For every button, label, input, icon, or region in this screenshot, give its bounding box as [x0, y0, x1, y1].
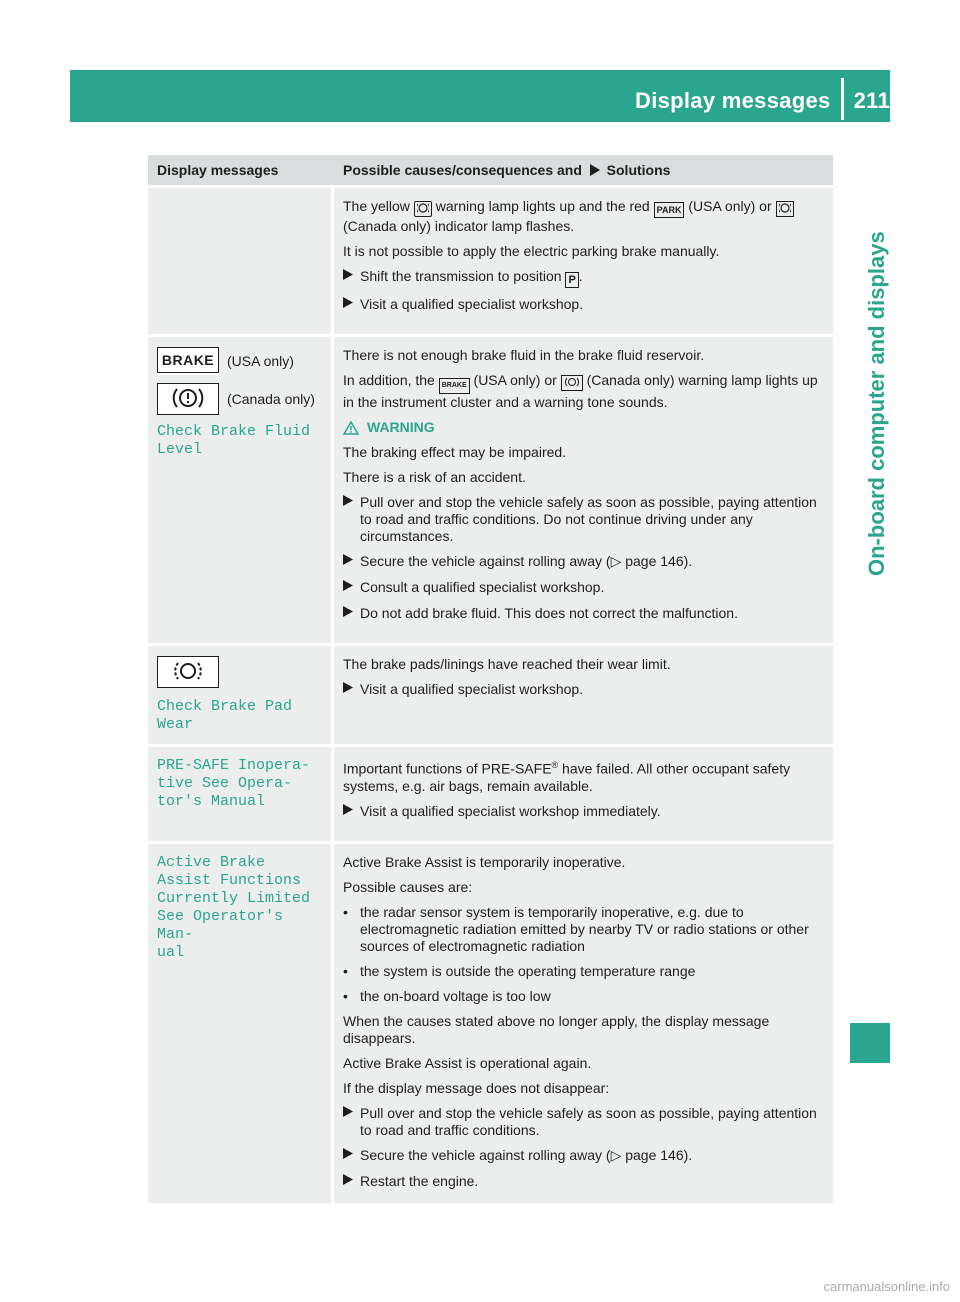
display-message-text: Active Brake Assist Functions Currently Limited See Operator's Man‐ ual	[157, 853, 311, 961]
step-item: Visit a qualified specialist workshop immediately.	[343, 803, 824, 821]
parking-brake-icon	[414, 201, 432, 217]
paragraph: Active Brake Assist is temporarily inoperative.	[343, 853, 626, 870]
brake-fluid-warning-icon	[561, 375, 583, 391]
triangle-right-icon	[343, 1147, 360, 1165]
table-header	[148, 155, 833, 185]
bullet-icon: •	[343, 903, 348, 920]
brake-fluid-warning-icon	[157, 383, 219, 415]
display-message-text: Check Brake Pad Wear	[157, 698, 293, 733]
header-separator	[841, 78, 844, 120]
triangle-right-icon	[343, 494, 360, 545]
parking-brake-icon	[776, 201, 794, 217]
step-item: Restart the engine.	[343, 1173, 824, 1191]
table-row	[148, 643, 833, 744]
causes-cell	[334, 337, 833, 643]
side-tab	[836, 150, 890, 590]
step-item: Visit a qualified specialist workshop.	[343, 681, 824, 699]
paragraph: Important functions of PRE-SAFE® have failed. All other occupant safety systems, e.g. air bags, remain available.	[343, 760, 791, 794]
step-item: Shift the transmission to position P .	[343, 268, 824, 288]
paragraph: The yellow warning lamp lights up and the red PARK (USA only) or (Canada only) indicator lamp flashes.	[343, 198, 824, 235]
list-item: • the system is outside the operating temperature range	[343, 962, 696, 979]
triangle-right-icon	[589, 164, 600, 176]
display-messages-table	[148, 155, 833, 1203]
paragraph: When the causes stated above no longer apply, the display message disappears.	[343, 1012, 770, 1046]
table-row	[148, 841, 833, 1203]
brake-warning-icon: BRAKE	[157, 347, 219, 375]
causes-cell	[334, 188, 833, 334]
step-item: Do not add brake fluid. This does not correct the malfunction.	[343, 605, 824, 623]
table-row	[148, 185, 833, 334]
warning-triangle-icon	[343, 421, 359, 435]
park-icon: PARK	[654, 202, 685, 218]
causes-cell	[334, 646, 833, 744]
causes-cell	[334, 747, 833, 841]
bullet-icon: •	[343, 987, 348, 1004]
table-row	[148, 334, 833, 643]
paragraph: The braking effect may be impaired.	[343, 444, 567, 460]
side-marker	[850, 1023, 890, 1063]
message-cell	[148, 188, 334, 334]
step-item: Secure the vehicle against rolling away (▷ page 146).	[343, 553, 824, 571]
step-item: Pull over and stop the vehicle safely as soon as possible, paying attention to road and traffic conditions.	[343, 1105, 824, 1139]
paragraph: Possible causes are:	[343, 878, 473, 895]
paragraph: The brake pads/linings have reached their wear limit.	[343, 656, 671, 672]
triangle-right-icon	[343, 605, 360, 623]
message-cell	[148, 844, 334, 1203]
message-cell	[148, 747, 334, 841]
paragraph: Active Brake Assist is operational again.	[343, 1054, 592, 1071]
side-tab-label: On-board computer and displays	[864, 231, 889, 576]
bullet-icon: •	[343, 962, 348, 979]
column-header-messages: Display messages	[157, 162, 279, 178]
step-item: Secure the vehicle against rolling away (▷ page 146).	[343, 1147, 824, 1165]
list-item: • the on-board voltage is too low	[343, 987, 551, 1004]
table-row	[148, 744, 833, 841]
brake-warning-icon: BRAKE	[439, 378, 470, 394]
column-header-causes: Possible causes/consequences and Solutions	[343, 162, 671, 178]
causes-cell	[334, 844, 833, 1203]
triangle-right-icon	[343, 1173, 360, 1191]
message-cell	[148, 337, 334, 643]
message-cell	[148, 646, 334, 744]
triangle-right-icon	[343, 296, 360, 314]
paragraph: In addition, the BRAKE (USA only) or (Canada only) warning lamp lights up in the instrument cluster and a warning tone sounds.	[343, 372, 818, 410]
paragraph: There is not enough brake fluid in the brake fluid reservoir.	[343, 347, 705, 363]
warning-heading: WARNING	[343, 419, 824, 436]
step-item: Visit a qualified specialist workshop.	[343, 296, 824, 314]
paragraph: There is a risk of an accident.	[343, 469, 526, 485]
icon-row: BRAKE (USA only)	[157, 347, 322, 375]
display-message-text: PRE-SAFE Inopera‐ tive See Opera‐ tor's Manual	[157, 757, 311, 810]
triangle-right-icon	[343, 1105, 360, 1139]
triangle-right-icon	[343, 553, 360, 571]
gear-position-icon: P	[565, 272, 578, 288]
step-item: Pull over and stop the vehicle safely as soon as possible, paying attention to road and traffic conditions. Do not continue driving under any circumstances.	[343, 494, 824, 545]
header-title: Display messages	[635, 87, 831, 113]
page-header	[635, 84, 890, 114]
page-number: 211	[853, 87, 890, 113]
list-item: • the radar sensor system is temporarily inoperative, e.g. due to electromagnetic radiation emitted by nearby TV or radio stations or other sources of electromagnetic radiation	[343, 903, 809, 954]
step-item: Consult a qualified specialist workshop.	[343, 579, 824, 597]
paragraph: If the display message does not disappear:	[343, 1079, 610, 1096]
icon-row: (Canada only)	[157, 383, 322, 415]
triangle-right-icon	[343, 268, 360, 288]
triangle-right-icon	[343, 681, 360, 699]
watermark: carmanualsonline.info	[823, 1279, 950, 1294]
paragraph: It is not possible to apply the electric parking brake manually.	[343, 243, 720, 259]
brake-pad-wear-icon	[157, 656, 219, 688]
display-message-text: Check Brake Fluid Level	[157, 423, 311, 458]
triangle-right-icon	[343, 803, 360, 821]
triangle-right-icon	[343, 579, 360, 597]
